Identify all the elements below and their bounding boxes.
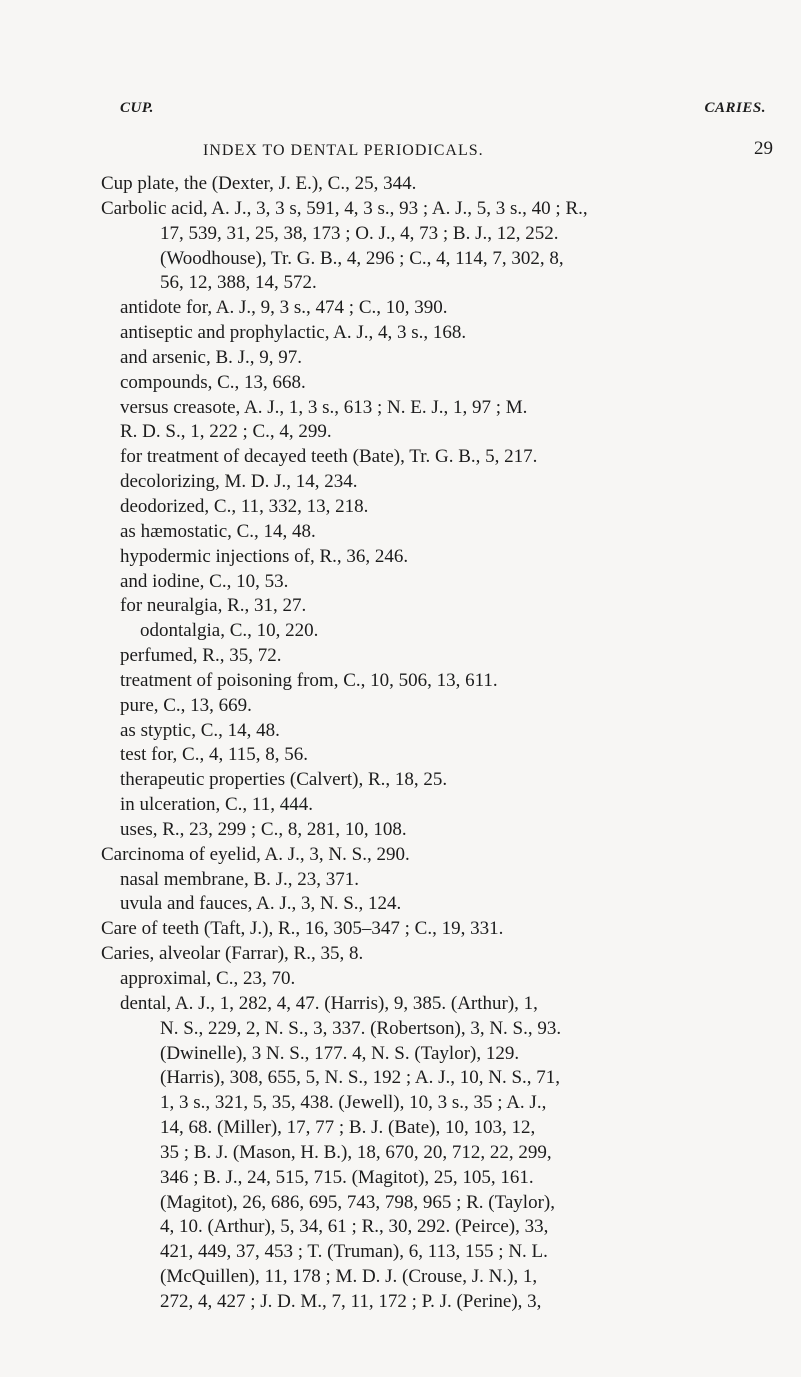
index-entry-line: (Woodhouse), Tr. G. B., 4, 296 ; C., 4, 114, 7, 302, 8, bbox=[160, 247, 564, 269]
index-entry-heading: Cup plate, the (Dexter, J. E.), C., 25, 344. bbox=[101, 173, 417, 194]
index-entry-line: 14, 68. (Miller), 17, 77 ; B. J. (Bate), 10, 103, 12, bbox=[160, 1117, 536, 1139]
index-entry-line: treatment of poisoning from, C., 10, 506, 13, 611. bbox=[120, 669, 498, 691]
index-entry-line: (Dwinelle), 3 N. S., 177. 4, N. S. (Taylor), 129. bbox=[160, 1042, 520, 1064]
index-entry-line: N. S., 229, 2, N. S., 3, 337. (Robertson), 3, N. S., 93. bbox=[160, 1017, 562, 1039]
page-header bbox=[203, 140, 773, 164]
running-head-left: CUP. bbox=[120, 100, 154, 116]
index-entry-line: antiseptic and prophylactic, A. J., 4, 3 s., 168. bbox=[120, 322, 467, 344]
index-entry-heading: Carbolic acid, A. J., 3, 3 s, 591, 4, 3 s., 93 ; A. J., 5, 3 s., 40 ; R., bbox=[101, 197, 588, 219]
index-entry-line: 35 ; B. J. (Mason, H. B.), 18, 670, 20, 712, 22, 299, bbox=[160, 1141, 552, 1163]
index-entry-line: approximal, C., 23, 70. bbox=[120, 968, 296, 989]
index-entry-line: versus creasote, A. J., 1, 3 s., 613 ; N. E. J., 1, 97 ; M. bbox=[120, 396, 528, 418]
index-entry-line: and iodine, C., 10, 53. bbox=[120, 570, 289, 592]
index-entry-line: decolorizing, M. D. J., 14, 234. bbox=[120, 471, 358, 493]
index-entry-line: dental, A. J., 1, 282, 4, 47. (Harris), 9, 385. (Arthur), 1, bbox=[120, 992, 538, 1014]
index-entry-line: 56, 12, 388, 14, 572. bbox=[160, 272, 317, 294]
index-entry-heading: Caries, alveolar (Farrar), R., 35, 8. bbox=[101, 943, 364, 965]
index-entry-line: and arsenic, B. J., 9, 97. bbox=[120, 346, 303, 368]
page-title: INDEX TO DENTAL PERIODICALS. bbox=[203, 142, 484, 159]
running-head-right: CARIES. bbox=[704, 100, 766, 116]
index-entry-line: pure, C., 13, 669. bbox=[120, 694, 252, 716]
index-entry-line: compounds, C., 13, 668. bbox=[120, 371, 306, 393]
index-entry-line: therapeutic properties (Calvert), R., 18, 25. bbox=[120, 769, 448, 791]
index-entry-line: (McQuillen), 11, 178 ; M. D. J. (Crouse, J. N.), 1, bbox=[160, 1266, 538, 1288]
index-entry-line: 272, 4, 427 ; J. D. M., 7, 11, 172 ; P. J. (Perine), 3, bbox=[160, 1290, 542, 1312]
index-entry-line: uses, R., 23, 299 ; C., 8, 281, 10, 108. bbox=[120, 818, 407, 840]
running-head bbox=[120, 100, 766, 122]
index-entry-line: test for, C., 4, 115, 8, 56. bbox=[120, 744, 308, 766]
index-entries bbox=[0, 172, 801, 1315]
index-entry-heading: Carcinoma of eyelid, A. J., 3, N. S., 290. bbox=[101, 843, 410, 865]
index-entry-line: 1, 3 s., 321, 5, 35, 438. (Jewell), 10, 3 s., 35 ; A. J., bbox=[160, 1092, 547, 1114]
index-entry-line: (Magitot), 26, 686, 695, 743, 798, 965 ; R. (Taylor), bbox=[160, 1191, 555, 1213]
index-entry-line: 17, 539, 31, 25, 38, 173 ; O. J., 4, 73 ; B. J., 12, 252. bbox=[160, 222, 559, 244]
index-entry-line: deodorized, C., 11, 332, 13, 218. bbox=[120, 495, 369, 517]
index-entry-line: hypodermic injections of, R., 36, 246. bbox=[120, 545, 409, 567]
page-number: 29 bbox=[754, 138, 773, 159]
index-entry-line: as styptic, C., 14, 48. bbox=[120, 719, 280, 741]
index-entry-line: in ulceration, C., 11, 444. bbox=[120, 794, 313, 816]
index-entry-line: 4, 10. (Arthur), 5, 34, 61 ; R., 30, 292. (Peirce), 33, bbox=[160, 1216, 549, 1238]
index-entry-heading: Care of teeth (Taft, J.), R., 16, 305–347 ; C., 19, 331. bbox=[101, 918, 504, 940]
index-entry-line: (Harris), 308, 655, 5, N. S., 192 ; A. J., 10, N. S., 71, bbox=[160, 1067, 561, 1089]
index-entry-line: perfumed, R., 35, 72. bbox=[120, 645, 282, 667]
index-entry-line: for treatment of decayed teeth (Bate), Tr. G. B., 5, 217. bbox=[120, 446, 538, 468]
index-entry-line: uvula and fauces, A. J., 3, N. S., 124. bbox=[120, 893, 402, 915]
index-entry-line: antidote for, A. J., 9, 3 s., 474 ; C., 10, 390. bbox=[120, 297, 448, 319]
index-entry-line: odontalgia, C., 10, 220. bbox=[140, 620, 319, 642]
index-entry-line: R. D. S., 1, 222 ; C., 4, 299. bbox=[120, 421, 332, 443]
index-entry-line: nasal membrane, B. J., 23, 371. bbox=[120, 868, 360, 890]
index-entry-line: 346 ; B. J., 24, 515, 715. (Magitot), 25, 105, 161. bbox=[160, 1166, 534, 1188]
index-entry-line: for neuralgia, R., 31, 27. bbox=[120, 595, 307, 617]
index-entry-line: as hæmostatic, C., 14, 48. bbox=[120, 520, 316, 542]
index-entry-line: 421, 449, 37, 453 ; T. (Truman), 6, 113, 155 ; N. L. bbox=[160, 1241, 548, 1263]
